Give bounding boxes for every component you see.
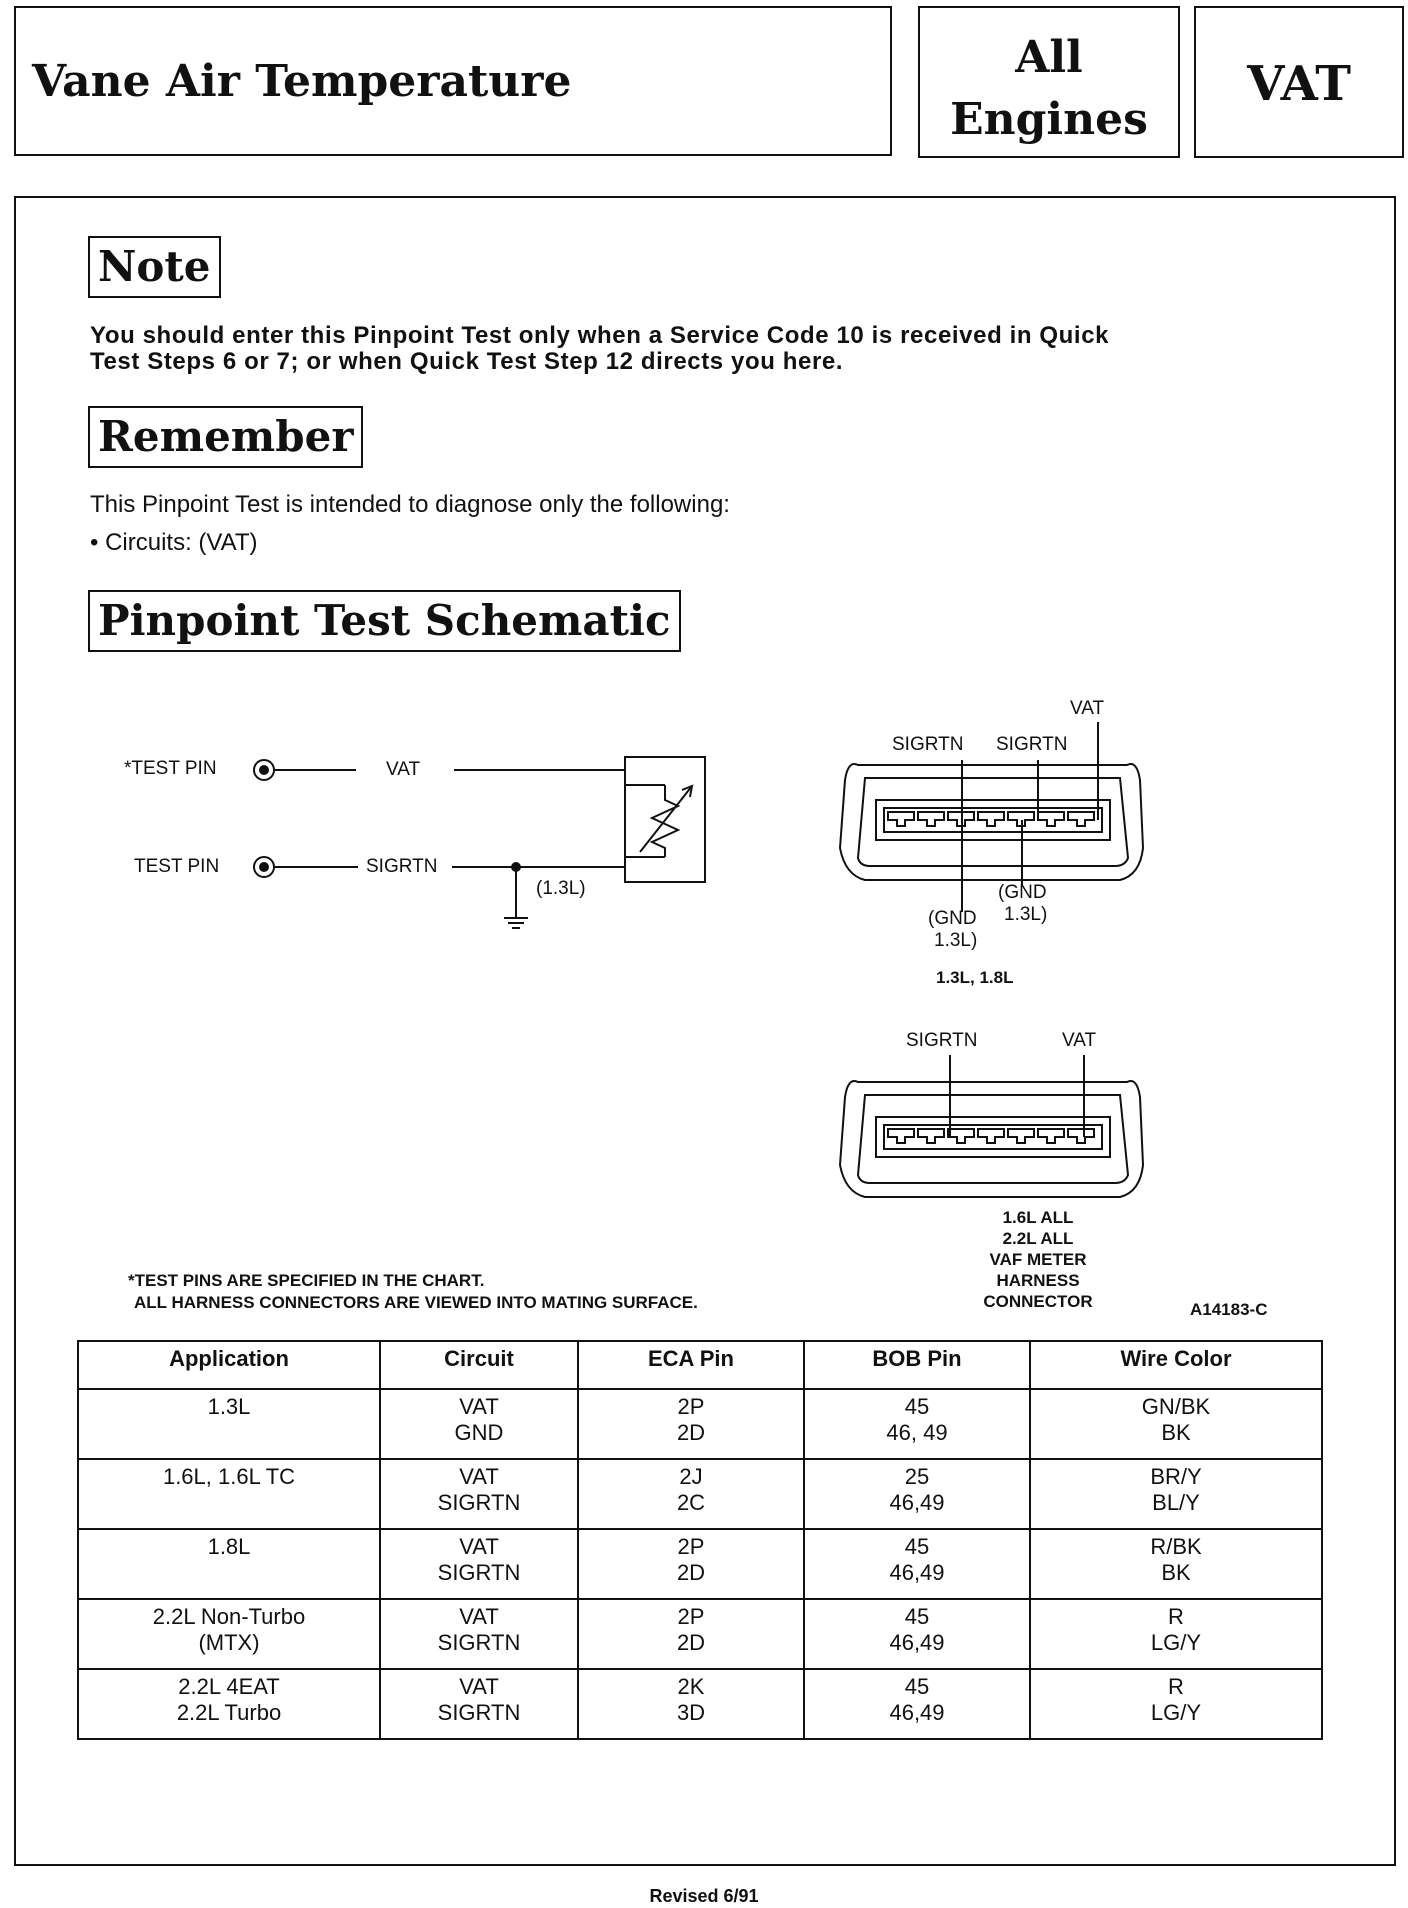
remember-heading: Remember xyxy=(88,406,363,468)
connector-2 xyxy=(840,1055,1143,1197)
cell-line: LG/Y xyxy=(1150,1700,1202,1725)
conn1-sigrtn-b-label: SIGRTN xyxy=(996,734,1068,755)
cell-eca-pin xyxy=(578,1389,804,1459)
conn2-vat-label: VAT xyxy=(1062,1030,1097,1051)
cell-line: 2P xyxy=(677,1534,705,1559)
cell-line: GND xyxy=(454,1420,504,1445)
cell-line: 46,49 xyxy=(889,1630,945,1655)
note-line-1: You should enter this Pinpoint Test only when a Service Code 10 is received in Quick xyxy=(90,322,1110,349)
cell-line: 2J xyxy=(679,1464,703,1489)
cell-line: VAT xyxy=(459,1674,499,1699)
conn1-gnd-b-1: (GND xyxy=(998,882,1047,903)
footnote-line-1: *TEST PINS ARE SPECIFIED IN THE CHART. xyxy=(128,1271,485,1290)
remember-line-1: This Pinpoint Test is intended to diagnose only the following: xyxy=(90,491,730,518)
cell-line: 46,49 xyxy=(889,1490,945,1515)
cell-eca-pin xyxy=(578,1599,804,1669)
conn1-gnd-b-2: 1.3L) xyxy=(1004,904,1048,925)
cell-line: 46,49 xyxy=(889,1560,945,1585)
conn1-gnd-a-2: 1.3L) xyxy=(934,930,978,951)
engines-line-1: All xyxy=(1015,32,1083,83)
cell-bob-pin xyxy=(804,1459,1030,1529)
ground-note: (1.3L) xyxy=(536,878,586,899)
conn2-caption-line-4: HARNESS xyxy=(996,1271,1080,1290)
cell-line: VAT xyxy=(459,1394,499,1419)
col-header-circuit: Circuit xyxy=(380,1341,578,1389)
sigrtn-wire-label: SIGRTN xyxy=(366,856,438,877)
cell-eca-pin xyxy=(578,1669,804,1739)
cell-application xyxy=(78,1599,380,1669)
conn2-caption xyxy=(960,1207,1116,1312)
cell-wire-color xyxy=(1030,1599,1322,1669)
footnote-line-2: ALL HARNESS CONNECTORS ARE VIEWED INTO MATING SURFACE. xyxy=(134,1293,698,1312)
conn2-caption-line-3: VAF METER xyxy=(989,1250,1087,1269)
cell-line: GN/BK xyxy=(1141,1394,1211,1419)
bullet-dot: • xyxy=(90,529,99,556)
cell-bob-pin xyxy=(804,1529,1030,1599)
connector-1 xyxy=(840,722,1143,912)
cell-line: BK xyxy=(1161,1420,1191,1445)
cell-line: 45 xyxy=(904,1534,930,1559)
remember-bullet-text: Circuits: (VAT) xyxy=(105,529,258,556)
conn2-sigrtn-label: SIGRTN xyxy=(906,1030,978,1051)
cell-line: 3D xyxy=(676,1700,706,1725)
conn2-caption-line-5: CONNECTOR xyxy=(983,1292,1093,1311)
table-row xyxy=(78,1529,1322,1599)
conn2-caption-line-2: 2.2L ALL xyxy=(1002,1229,1074,1248)
col-header-wire-color: Wire Color xyxy=(1030,1341,1322,1389)
table-row xyxy=(78,1389,1322,1459)
cell-circuit xyxy=(380,1669,578,1739)
cell-line: 2C xyxy=(676,1490,706,1515)
cell-line: 2P xyxy=(677,1394,705,1419)
conn1-gnd-a-1: (GND xyxy=(928,908,977,929)
cell-line: 2.2L Non-Turbo xyxy=(152,1604,306,1629)
cell-eca-pin xyxy=(578,1459,804,1529)
cell-line: SIGRTN xyxy=(437,1490,521,1515)
cell-circuit xyxy=(380,1529,578,1599)
test-pin-1-label: *TEST PIN xyxy=(124,758,217,779)
cell-line: 25 xyxy=(904,1464,930,1489)
cell-line: VAT xyxy=(459,1464,499,1489)
col-header-bob-pin: BOB Pin xyxy=(804,1341,1030,1389)
cell-eca-pin xyxy=(578,1529,804,1599)
cell-line: BK xyxy=(1161,1560,1191,1585)
figure-id: A14183-C xyxy=(1190,1300,1268,1319)
cell-line: SIGRTN xyxy=(437,1630,521,1655)
note-heading: Note xyxy=(88,236,221,298)
footer-revised: Revised 6/91 xyxy=(649,1886,759,1906)
note-line-2: Test Steps 6 or 7; or when Quick Test Step 12 directs you here. xyxy=(90,348,844,375)
cell-circuit xyxy=(380,1389,578,1459)
cell-line: 1.6L, 1.6L TC xyxy=(162,1464,296,1489)
cell-line: R xyxy=(1168,1604,1184,1629)
cell-line: 46,49 xyxy=(889,1700,945,1725)
cell-application xyxy=(78,1459,380,1529)
cell-application xyxy=(78,1389,380,1459)
cell-circuit xyxy=(380,1599,578,1669)
cell-line: 45 xyxy=(904,1394,930,1419)
cell-circuit xyxy=(380,1459,578,1529)
cell-line: 1.3L xyxy=(207,1394,251,1419)
cell-application xyxy=(78,1669,380,1739)
pin-chart-table xyxy=(77,1340,1323,1740)
cell-line: R xyxy=(1168,1674,1184,1699)
cell-line: SIGRTN xyxy=(437,1560,521,1585)
cell-line: 45 xyxy=(904,1604,930,1629)
cell-line: 2K xyxy=(677,1674,705,1699)
vat-wire-label: VAT xyxy=(386,759,421,780)
cell-line: 45 xyxy=(904,1674,930,1699)
table-row xyxy=(78,1669,1322,1739)
cell-wire-color xyxy=(1030,1529,1322,1599)
cell-line: R/BK xyxy=(1150,1534,1202,1559)
page-title: Vane Air Temperature xyxy=(32,56,572,107)
header-code: VAT xyxy=(1247,56,1351,112)
cell-wire-color xyxy=(1030,1459,1322,1529)
table-header-row xyxy=(78,1341,1322,1389)
cell-line: 46, 49 xyxy=(886,1420,948,1445)
cell-wire-color xyxy=(1030,1389,1322,1459)
cell-line: 1.8L xyxy=(207,1534,251,1559)
cell-application xyxy=(78,1529,380,1599)
cell-line: VAT xyxy=(459,1534,499,1559)
cell-line: SIGRTN xyxy=(437,1700,521,1725)
cell-line: 2D xyxy=(676,1630,706,1655)
cell-line: 2D xyxy=(676,1560,706,1585)
cell-line: LG/Y xyxy=(1150,1630,1202,1655)
cell-line: BL/Y xyxy=(1152,1490,1200,1515)
conn1-sigrtn-a-label: SIGRTN xyxy=(892,734,964,755)
conn1-caption: 1.3L, 1.8L xyxy=(936,968,1014,987)
test-pin-2-label: TEST PIN xyxy=(134,856,220,877)
cell-bob-pin xyxy=(804,1599,1030,1669)
cell-line: 2.2L 4EAT xyxy=(178,1674,280,1699)
cell-line: 2.2L Turbo xyxy=(176,1700,282,1725)
cell-wire-color xyxy=(1030,1669,1322,1739)
table-row xyxy=(78,1459,1322,1529)
table-row xyxy=(78,1599,1322,1669)
cell-bob-pin xyxy=(804,1669,1030,1739)
cell-line: 2P xyxy=(677,1604,705,1629)
cell-line: BR/Y xyxy=(1150,1464,1202,1489)
col-header-application: Application xyxy=(78,1341,380,1389)
cell-line: 2D xyxy=(676,1420,706,1445)
conn2-caption-line-1: 1.6L ALL xyxy=(1002,1208,1074,1227)
cell-line: (MTX) xyxy=(198,1630,260,1655)
cell-line: VAT xyxy=(459,1604,499,1629)
conn1-vat-label: VAT xyxy=(1070,698,1105,719)
engines-line-2: Engines xyxy=(950,94,1148,145)
cell-bob-pin xyxy=(804,1389,1030,1459)
col-header-eca-pin: ECA Pin xyxy=(578,1341,804,1389)
schematic-heading: Pinpoint Test Schematic xyxy=(88,590,681,652)
